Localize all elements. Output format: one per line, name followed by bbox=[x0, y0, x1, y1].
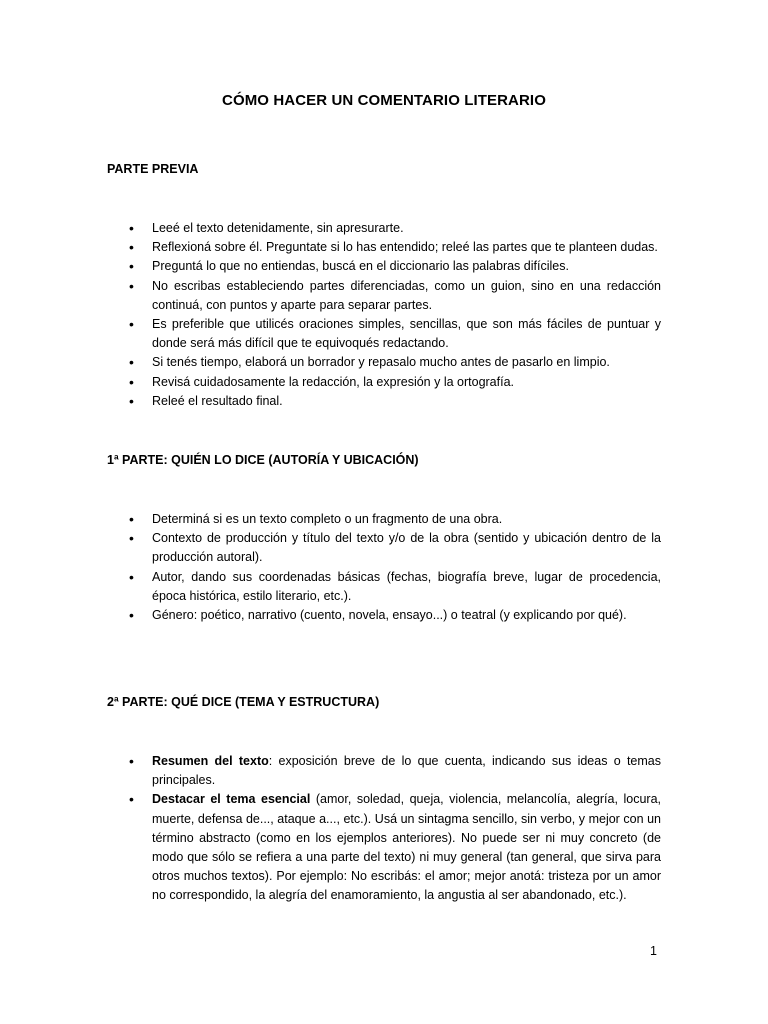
list-item: • Género: poético, narrativo (cuento, novela, ensayo...) o teatral (y explicando por qué). bbox=[152, 606, 661, 625]
list-item bbox=[152, 752, 661, 790]
list-item: • Contexto de producción y título del texto y/o de la obra (sentido y ubicación dentro de la producción autoral). bbox=[152, 529, 661, 567]
section-heading-parte-previa: PARTE PREVIA bbox=[107, 162, 199, 176]
list-item: • Releé el resultado final. bbox=[152, 392, 661, 411]
list-item: • Es preferible que utilicés oraciones simples, sencillas, que son más fáciles de puntuar y donde será más difícil que te equivoqués redactando. bbox=[152, 315, 661, 353]
list-item: • Determiná si es un texto completo o un fragmento de una obra. bbox=[152, 510, 661, 529]
bullet-list-segunda-parte bbox=[152, 752, 661, 906]
section-heading-primera-parte: 1ª PARTE: QUIÉN LO DICE (AUTORÍA Y UBICACIÓN) bbox=[107, 453, 419, 467]
list-item: • Reflexioná sobre él. Preguntate si lo has entendido; releé las partes que te planteen dudas. bbox=[152, 238, 661, 257]
section-heading-segunda-parte: 2ª PARTE: QUÉ DICE (TEMA Y ESTRUCTURA) bbox=[107, 695, 380, 709]
list-item bbox=[152, 790, 661, 905]
page-number: 1 bbox=[650, 944, 657, 958]
list-item-text: (amor, soledad, queja, violencia, melancolía, alegría, locura, muerte, defensa de..., ataque a..., etc.). Usá un sintagma sencillo, sin verbo, y mejor con un término abstracto (como en los ejemplos anteriores). No puede ser ni muy concreto (de modo que sólo se refiera a una parte del texto) ni muy general (tan general, que sirva para otros muchos textos). Por ejemplo: No escribás: el amor; mejor anotá: tristeza por un amor no correspondido, la alegría del enamoramiento, la angustia al ser abandonado, etc.). bbox=[152, 792, 661, 903]
list-item-text: : exposición breve de lo que cuenta, indicando sus ideas o temas principales. bbox=[152, 754, 662, 788]
list-item: • Revisá cuidadosamente la redacción, la expresión y la ortografía. bbox=[152, 373, 661, 392]
list-item: • Si tenés tiempo, elaborá un borrador y repasalo mucho antes de pasarlo en limpio. bbox=[152, 353, 661, 372]
list-item: • Leeé el texto detenidamente, sin apresurarte. bbox=[152, 219, 661, 238]
list-item: • No escribas estableciendo partes diferenciadas, como un guion, sino en una redacción continuá, con puntos y aparte para separar partes. bbox=[152, 277, 661, 315]
list-item: • Autor, dando sus coordenadas básicas (fechas, biografía breve, lugar de procedencia, época histórica, estilo literario, etc.). bbox=[152, 568, 661, 606]
document-title: CÓMO HACER UN COMENTARIO LITERARIO bbox=[222, 92, 546, 109]
bullet-list-parte-previa bbox=[152, 219, 661, 411]
bullet-list-primera-parte bbox=[152, 510, 661, 625]
list-item-lead: Destacar el tema esencial bbox=[152, 792, 311, 807]
list-item-lead: Resumen del texto bbox=[152, 754, 269, 768]
list-item: • Preguntá lo que no entiendas, buscá en el diccionario las palabras difíciles. bbox=[152, 257, 661, 276]
